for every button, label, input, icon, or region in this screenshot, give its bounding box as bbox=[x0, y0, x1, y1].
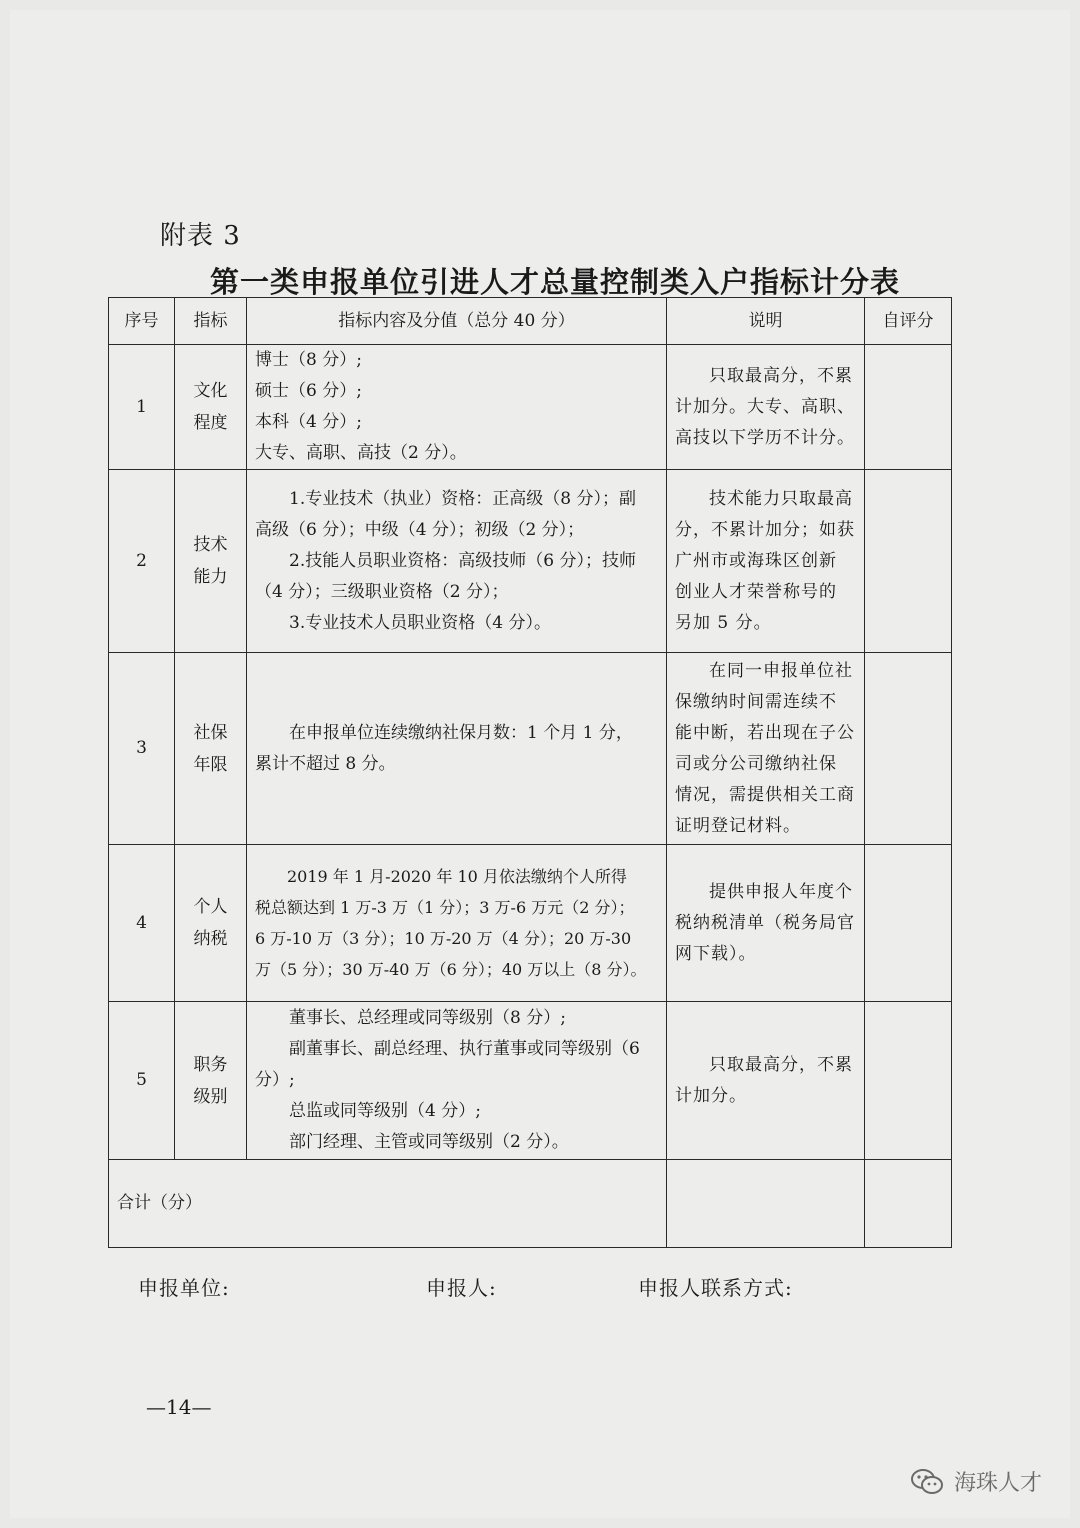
footer-applicant-label: 申报人: bbox=[426, 1276, 497, 1300]
table-row bbox=[109, 1002, 952, 1160]
table-header-row bbox=[109, 298, 952, 345]
self-score-cell[interactable] bbox=[865, 345, 952, 470]
header-indicator: 指标 bbox=[175, 298, 247, 345]
annex-label: 附表 3 bbox=[160, 221, 241, 251]
row-content: 2019 年 1 月-2020 年 10 月依法缴纳个人所得 税总额达到 1 万-3 万（1 分）；3 万-6 万元（2 分）； 6 万-10 万（3 分）；10 万-20 万（4 分）；20 万-30 万（5 分）；30 万-40 万（6 分）；40 万以上（8 分）。 bbox=[247, 845, 667, 1002]
self-score-cell[interactable] bbox=[865, 1002, 952, 1160]
document-page bbox=[10, 10, 1070, 1518]
row-indicator: 社保 年限 bbox=[175, 653, 247, 845]
table-row bbox=[109, 653, 952, 845]
table-row bbox=[109, 470, 952, 653]
row-indicator: 职务 级别 bbox=[175, 1002, 247, 1160]
row-note: 只取最高分，不累 计加分。大专、高职、 高技以下学历不计分。 bbox=[667, 345, 865, 470]
page-number: —14— bbox=[146, 1395, 212, 1419]
total-score-cell[interactable] bbox=[865, 1160, 952, 1248]
row-no: 4 bbox=[109, 845, 175, 1002]
row-content: 在申报单位连续缴纳社保月数：1 个月 1 分， 累计不超过 8 分。 bbox=[247, 653, 667, 845]
row-content: 1.专业技术（执业）资格：正高级（8 分）；副 高级（6 分）；中级（4 分）；初级（2 分）； 2.技能人员职业资格：高级技师（6 分）；技师 （4 分）；三级职业资格（2 分）； 3.专业技术人员职业资格（4 分）。 bbox=[247, 470, 667, 653]
header-content: 指标内容及分值（总分 40 分） bbox=[247, 298, 667, 345]
row-no: 1 bbox=[109, 345, 175, 470]
total-label: 合计（分） bbox=[109, 1160, 667, 1248]
row-no: 3 bbox=[109, 653, 175, 845]
row-no: 2 bbox=[109, 470, 175, 653]
watermark-text: 海珠人才 bbox=[954, 1471, 1043, 1496]
row-no: 5 bbox=[109, 1002, 175, 1160]
scoring-table bbox=[108, 297, 952, 1248]
row-content: 董事长、总经理或同等级别（8 分）; 副董事长、副总经理、执行董事或同等级别（6 分）; 总监或同等级别（4 分）; 部门经理、主管或同等级别（2 分）。 bbox=[247, 1002, 667, 1160]
total-row bbox=[109, 1160, 952, 1248]
row-content: 博士（8 分）; 硕士（6 分）; 本科（4 分）; 大专、高职、高技（2 分）。 bbox=[247, 345, 667, 470]
row-indicator: 技术 能力 bbox=[175, 470, 247, 653]
table-row bbox=[109, 345, 952, 470]
row-note: 只取最高分，不累 计加分。 bbox=[667, 1002, 865, 1160]
row-note: 在同一申报单位社 保缴纳时间需连续不 能中断，若出现在子公 司或分公司缴纳社保 情况，需提供相关工商 证明登记材料。 bbox=[667, 653, 865, 845]
footer-unit-label: 申报单位: bbox=[138, 1276, 230, 1300]
document-title: 第一类申报单位引进人才总量控制类入户指标计分表 bbox=[210, 265, 901, 299]
footer-contact-label: 申报人联系方式: bbox=[638, 1276, 793, 1300]
self-score-cell[interactable] bbox=[865, 470, 952, 653]
total-note-cell bbox=[667, 1160, 865, 1248]
row-indicator: 文化 程度 bbox=[175, 345, 247, 470]
row-note: 技术能力只取最高 分，不累计加分；如获 广州市或海珠区创新 创业人才荣誉称号的 另加 5 分。 bbox=[667, 470, 865, 653]
header-note: 说明 bbox=[667, 298, 865, 345]
header-self-score: 自评分 bbox=[865, 298, 952, 345]
self-score-cell[interactable] bbox=[865, 845, 952, 1002]
self-score-cell[interactable] bbox=[865, 653, 952, 845]
header-no: 序号 bbox=[109, 298, 175, 345]
table-row bbox=[109, 845, 952, 1002]
row-indicator: 个人 纳税 bbox=[175, 845, 247, 1002]
watermark bbox=[910, 1466, 1042, 1497]
row-note: 提供申报人年度个 税纳税清单（税务局官 网下载）。 bbox=[667, 845, 865, 1002]
wechat-icon bbox=[910, 1467, 944, 1497]
